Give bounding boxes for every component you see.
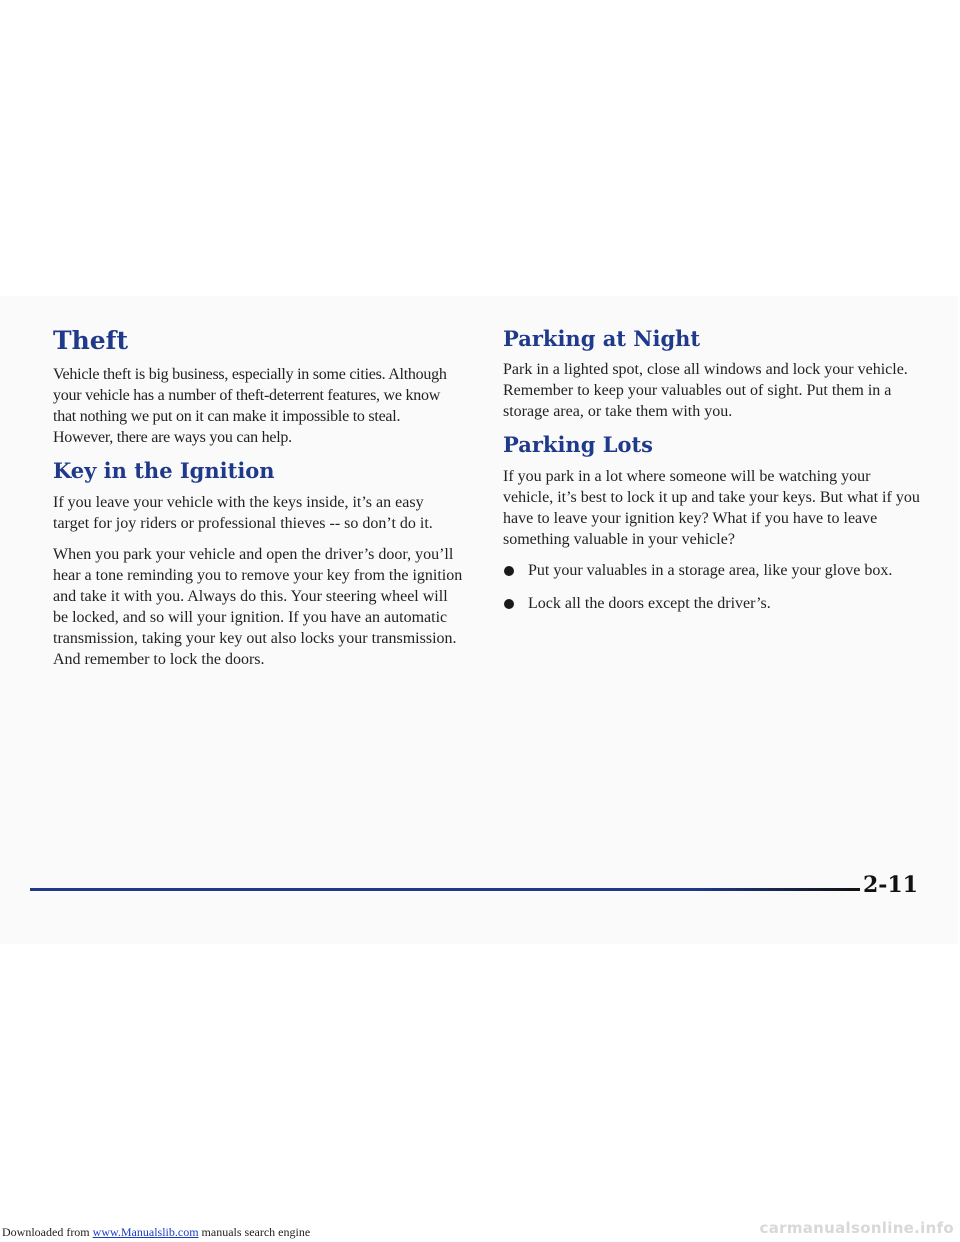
key-in-ignition-paragraph-1: If you leave your vehicle with the keys inside, it’s an easy target for joy riders or professional thieves -- so don’t do it. bbox=[53, 494, 433, 533]
bullet-icon bbox=[504, 599, 514, 609]
parking-at-night-paragraph: Park in a lighted spot, close all windows and lock your vehicle. Remember to keep your valuables out of sight. Put them in a storage area, or take them with you. bbox=[503, 361, 908, 421]
theft-paragraph: Vehicle theft is big business, especially in some cities. Although your vehicle has a number of theft-deterrent features, we know that nothing we put on it can make it impossible to steal. However, there are ways you can help. bbox=[53, 366, 447, 446]
bullet-icon bbox=[504, 566, 514, 576]
bullet-text: Put your valuables in a storage area, like your glove box. bbox=[528, 562, 893, 580]
list-item bbox=[503, 593, 923, 614]
download-suffix: manuals search engine bbox=[201, 1225, 311, 1239]
manualslib-link[interactable]: www.Manualslib.com bbox=[92, 1225, 199, 1239]
heading-theft: Theft bbox=[53, 326, 128, 355]
footer-rule bbox=[30, 888, 860, 891]
heading-parking-lots: Parking Lots bbox=[503, 432, 653, 458]
bullet-text: Lock all the doors except the driver’s. bbox=[528, 595, 771, 613]
right-column bbox=[503, 326, 923, 626]
page-number: 2-11 bbox=[862, 872, 918, 898]
download-prefix: Downloaded from bbox=[2, 1225, 90, 1239]
download-attribution bbox=[2, 1225, 310, 1240]
heading-parking-at-night: Parking at Night bbox=[503, 326, 701, 351]
heading-key-in-ignition: Key in the Ignition bbox=[53, 458, 275, 483]
left-column bbox=[53, 326, 463, 680]
parking-lots-bullet-list bbox=[503, 560, 923, 614]
key-in-ignition-paragraph-2: When you park your vehicle and open the driver’s door, you’ll hear a tone reminding you to remove your key from the ignition and take it with you. Always do this. Your steering wheel will be locked, and so will your ignition. If you have an automatic transmission, taking your key out also locks your transmission. And remember to lock the doors. bbox=[53, 546, 463, 669]
manual-page-content bbox=[0, 296, 958, 944]
parking-lots-paragraph: If you park in a lot where someone will be watching your vehicle, it’s best to lock it up and take your keys. But what if you have to leave your ignition key? What if you have to leave something valuable in your vehicle? bbox=[503, 468, 920, 549]
list-item bbox=[503, 560, 923, 581]
watermark-text: carmanualsonline.info bbox=[759, 1219, 954, 1237]
